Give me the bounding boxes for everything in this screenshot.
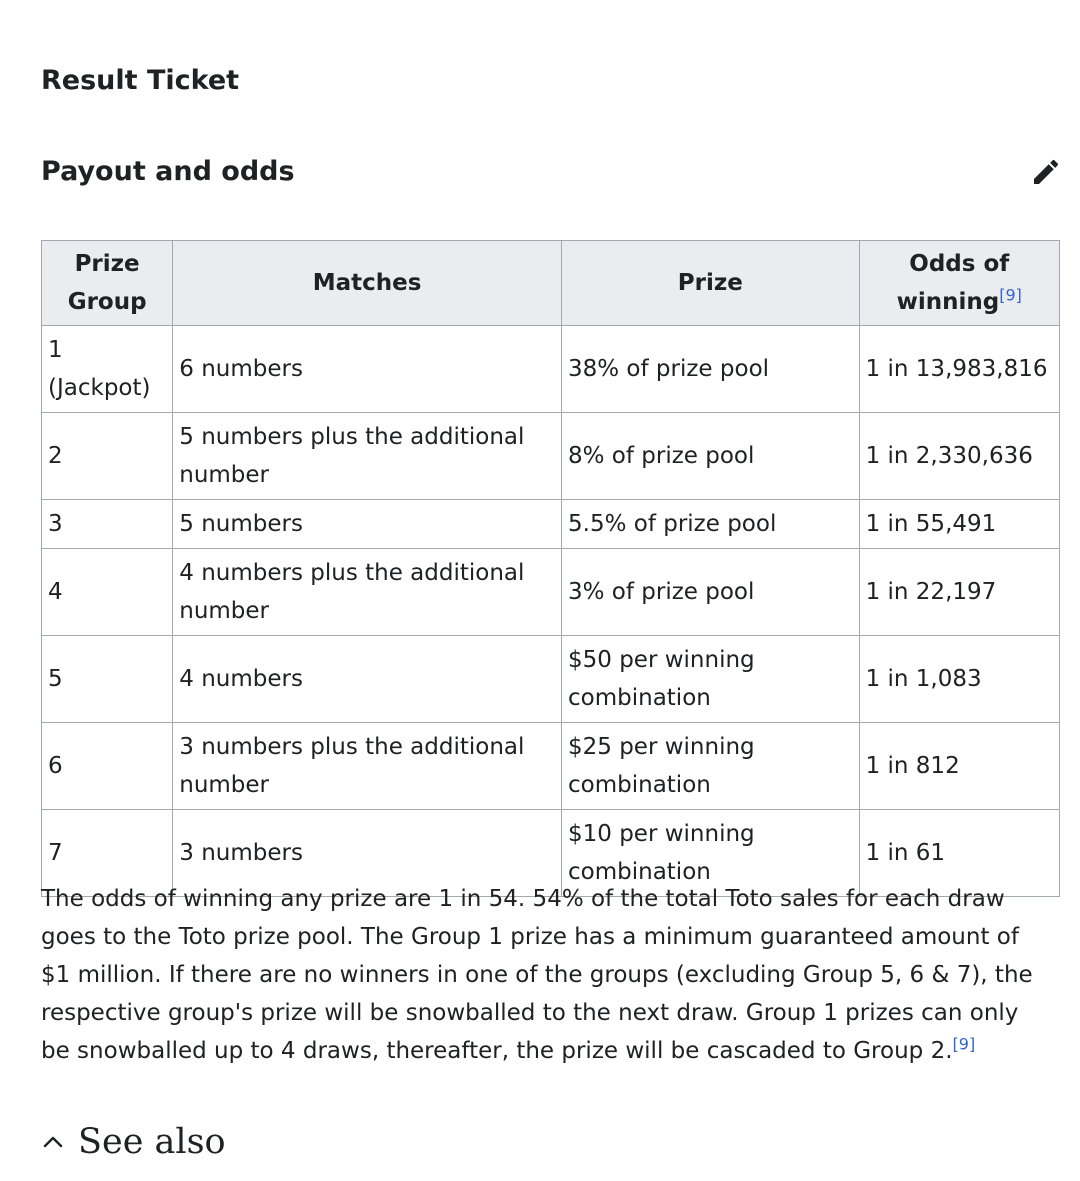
cell-prize: $25 per winning combination xyxy=(562,723,860,810)
cell-matches: 4 numbers plus the additional number xyxy=(173,549,562,636)
table-row xyxy=(42,500,1060,549)
cell-prize-group: 3 xyxy=(42,500,173,549)
reference-link[interactable]: [9] xyxy=(999,285,1022,305)
see-also-heading: See also xyxy=(78,1122,226,1162)
cell-odds: 1 in 22,197 xyxy=(859,549,1059,636)
header-prize-group: Prize Group xyxy=(42,241,173,326)
header-matches: Matches xyxy=(173,241,562,326)
cell-odds: 1 in 61 xyxy=(859,810,1059,897)
cell-prize-group: 5 xyxy=(42,636,173,723)
table-header-row xyxy=(42,241,1060,326)
cell-matches: 5 numbers xyxy=(173,500,562,549)
cell-prize: 38% of prize pool xyxy=(562,326,860,413)
cell-prize: 3% of prize pool xyxy=(562,549,860,636)
description-text: The odds of winning any prize are 1 in 54. 54% of the total Toto sales for each draw goes to the Toto prize pool. The Group 1 prize has a minimum guaranteed amount of $1 million. If there are no winners in one of the groups (excluding Group 5, 6 & 7), the respective group's prize will be snowballed to the next draw. Group 1 prizes can only be snowballed up to 4 draws, thereafter, the prize will be cascaded to Group 2. xyxy=(41,886,1033,1064)
cell-prize: $50 per winning combination xyxy=(562,636,860,723)
header-odds xyxy=(859,241,1059,326)
chevron-up-icon xyxy=(41,1130,65,1154)
see-also-toggle[interactable] xyxy=(41,1117,226,1167)
table-row xyxy=(42,636,1060,723)
cell-matches: 4 numbers xyxy=(173,636,562,723)
table-row xyxy=(42,549,1060,636)
cell-matches: 5 numbers plus the additional number xyxy=(173,413,562,500)
payout-heading: Payout and odds xyxy=(41,156,295,187)
section-title: Result Ticket xyxy=(41,65,240,96)
cell-prize-group: 7 xyxy=(42,810,173,897)
cell-odds: 1 in 13,983,816 xyxy=(859,326,1059,413)
payout-description xyxy=(41,880,1051,1070)
cell-matches: 3 numbers xyxy=(173,810,562,897)
cell-prize: 5.5% of prize pool xyxy=(562,500,860,549)
cell-prize-group: 6 xyxy=(42,723,173,810)
cell-prize: 8% of prize pool xyxy=(562,413,860,500)
table-row xyxy=(42,413,1060,500)
cell-matches: 6 numbers xyxy=(173,326,562,413)
cell-prize-group: 2 xyxy=(42,413,173,500)
cell-prize-group: 4 xyxy=(42,549,173,636)
cell-odds: 1 in 2,330,636 xyxy=(859,413,1059,500)
table-row xyxy=(42,723,1060,810)
reference-link[interactable]: [9] xyxy=(952,1034,976,1054)
cell-odds: 1 in 55,491 xyxy=(859,500,1059,549)
cell-prize: $10 per winning combination xyxy=(562,810,860,897)
pencil-icon[interactable] xyxy=(1030,156,1062,188)
table-row xyxy=(42,326,1060,413)
cell-odds: 1 in 812 xyxy=(859,723,1059,810)
header-prize: Prize xyxy=(562,241,860,326)
cell-odds: 1 in 1,083 xyxy=(859,636,1059,723)
header-odds-label: Odds of winning xyxy=(896,251,1010,315)
payout-table xyxy=(41,240,1060,897)
cell-matches: 3 numbers plus the additional number xyxy=(173,723,562,810)
cell-prize-group: 1 (Jackpot) xyxy=(42,326,173,413)
